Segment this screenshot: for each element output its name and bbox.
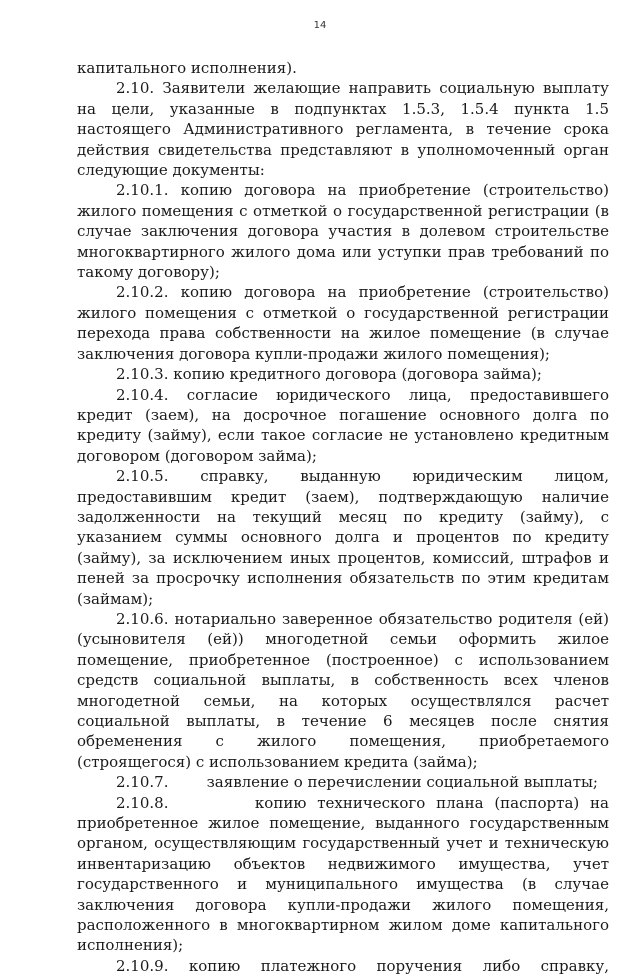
- paragraph-2-10-6: 2.10.6. нотариально заверенное обязательство родителя (ей) (усыновителя (ей)) многодетной семьи оформить жилое помещение, приобретенное (построенное) с использованием средств социальной выплаты, в собственность всех членов многодетной семьи, на которых осуществлялся расчет социальной выплаты, в течение 6 месяцев после снятия обременения с жилого помещения, приобретаемого (строящегося) с использованием кредита (займа);: [77, 609, 609, 771]
- paragraph-2-10-2: 2.10.2. копию договора на приобретение (строительство) жилого помещения с отметкой о государственной регистрации перехода права собственности на жилое помещение (в случае заключения договора купли-продажи жилого помещения);: [77, 283, 609, 363]
- paragraph-continuation: капитального исполнения).: [77, 59, 297, 77]
- paragraph-2-10-9: 2.10.9. копию платежного поручения либо справку,: [116, 956, 609, 975]
- paragraph-2-10-8: 2.10.8. копию технического плана (паспорта) на приобретенное жилое помещение, выданного государственным органом, осуществляющим государственный учет и техническую инвентаризацию объектов недвижимого имущества, учет государственного и муниципального имущества (в случае заключения договора купли-продажи жилого помещения, расположенного в многоквартирном жилом доме капитального исполнения);: [77, 793, 614, 955]
- paragraph-2-10-4: 2.10.4. согласие юридического лица, предоставившего кредит (заем), на досрочное погашение основного долга по кредиту (займу), если такое согласие не установлено кредитным договором (договором займа);: [77, 385, 609, 465]
- paragraph-2-10-5: 2.10.5. справку, выданную юридическим лицом, предоставившим кредит (заем), подтверждающую наличие задолженности на текущий месяц по кредиту (займу), с указанием суммы основного долга и процентов по кредиту (займу), за исключением иных процентов, комиссий, штрафов и пеней за просрочку исполнения обязательств по этим кредитам (займам);: [77, 467, 609, 608]
- paragraph-2-10: 2.10. Заявители желающие направить социальную выплату на цели, указанные в подпунктах 1.5.3, 1.5.4 пункта 1.5 настоящего Административного регламента, в течение срока действия свидетельства представляют в уполномоченный орган следующие документы:: [77, 79, 609, 180]
- paragraph-2-10-1: 2.10.1. копию договора на приобретение (строительство) жилого помещения с отметкой о государственной регистрации (в случае заключения договора участия в долевом строительстве многоквартирного жилого дома или уступки прав требований по такому договору);: [77, 181, 609, 282]
- document-body: [77, 58, 614, 976]
- paragraph-2-10-7: 2.10.7. заявление о перечислении социальной выплаты;: [116, 773, 598, 792]
- page-number: 14: [313, 20, 327, 31]
- paragraph-2-10-3: 2.10.3. копию кредитного договора (договора займа);: [116, 365, 542, 384]
